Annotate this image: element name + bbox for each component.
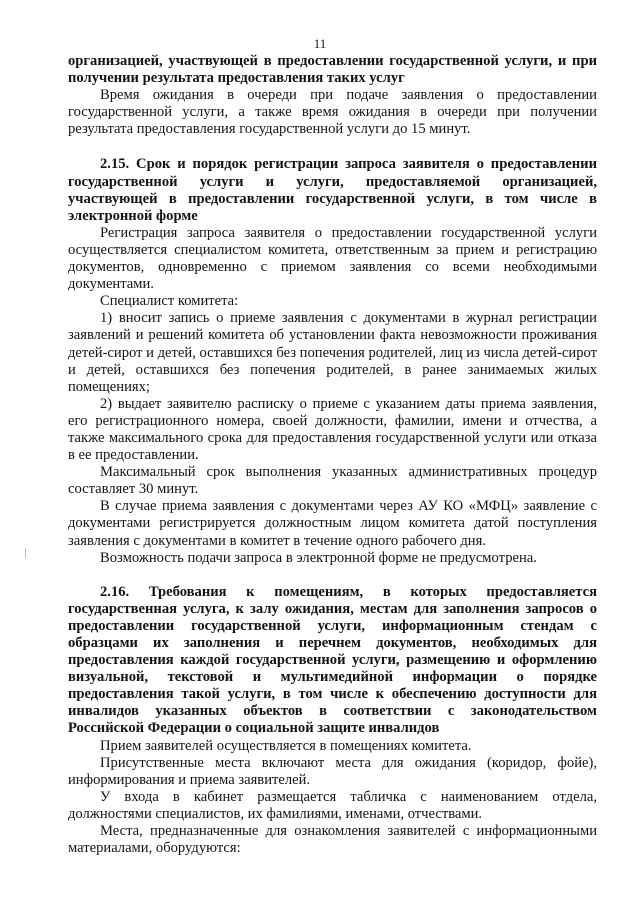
scan-artifact-mark bbox=[25, 548, 26, 558]
list-item-2: 2) выдает заявителю расписку о приеме с указанием даты приема заявления, его регистрационного номера, своей должности, фамилии, имени и отчества, а также максимального срока для предоставления государственной услуги или отказа в ее предоставлении. bbox=[68, 395, 597, 464]
door-sign-paragraph: У входа в кабинет размещается табличка с наименованием отдела, должностями специалистов, их фамилиями, именами, отчествами. bbox=[68, 788, 597, 822]
reception-paragraph: Прием заявителей осуществляется в помещениях комитета. bbox=[100, 737, 472, 754]
waiting-time-paragraph: Время ожидания в очереди при подаче заявления о предоставлении государственной услуги, а также время ожидания в очереди при получении результата предоставления государственной услуги до 15 минут. bbox=[68, 87, 597, 138]
information-places-paragraph: Места, предназначенные для ознакомления заявителей с информационными материалами, оборудуются: bbox=[68, 823, 597, 857]
max-time-paragraph: Максимальный срок выполнения указанных административных процедур составляет 30 минут. bbox=[68, 464, 597, 498]
document-body bbox=[68, 53, 597, 857]
list-item-1: 1) вносит запись о приеме заявления с документами в журнал регистрации заявлений и решений комитета об установлении факта невозможности проживания детей-сирот и детей, оставшихся без попечения родителей, лиц из числа детей-сирот и детей, оставшихся без попечения родителей, в ранее занимаемых жилых помещениях; bbox=[68, 310, 597, 395]
electronic-form-paragraph: Возможность подачи запроса в электронной форме не предусмотрена. bbox=[100, 549, 537, 566]
page-number: 11 bbox=[313, 36, 327, 51]
registration-paragraph: Регистрация запроса заявителя о предоставлении государственной услуги осуществляется специалистом комитета, ответственным за прием и регистрацию документов, одновременно с приемом заявления со всеми необходимыми документами. bbox=[68, 224, 597, 293]
attendance-places-paragraph: Присутственные места включают места для ожидания (коридор, фойе), информирования и приема заявителей. bbox=[68, 754, 597, 788]
specialist-paragraph: Специалист комитета: bbox=[100, 293, 239, 310]
section-2-14-heading-continuation: организацией, участвующей в предоставлении государственной услуги, и при получении результата предоставления таких услуг bbox=[68, 53, 597, 87]
section-2-15-heading: 2.15. Срок и порядок регистрации запроса заявителя о предоставлении государственной услуги и услуги, предоставляемой организацией, участвующей в предоставлении государственной услуги, в том числе в электронной форме bbox=[68, 156, 597, 224]
mfc-paragraph: В случае приема заявления с документами через АУ КО «МФЦ» заявление с документами регистрируется должностным лицом комитета датой поступления заявления с документами в комитет в течение одного рабочего дня. bbox=[68, 498, 597, 549]
section-2-16-heading: 2.16. Требования к помещениям, в которых предоставляется государственная услуга, к залу ожидания, местам для заполнения запросов о предоставлении государственной услуги, информационным стендам с образцами их заполнения и перечнем документов, необходимых для предоставления каждой государственной услуги, размещению и оформлению визуальной, текстовой и мультимедийной информации о порядке предоставления такой услуги, в том числе к обеспечению доступности для инвалидов указанных объектов в соответствии с законодательством Российской Федерации о социальной защите инвалидов bbox=[68, 583, 597, 737]
